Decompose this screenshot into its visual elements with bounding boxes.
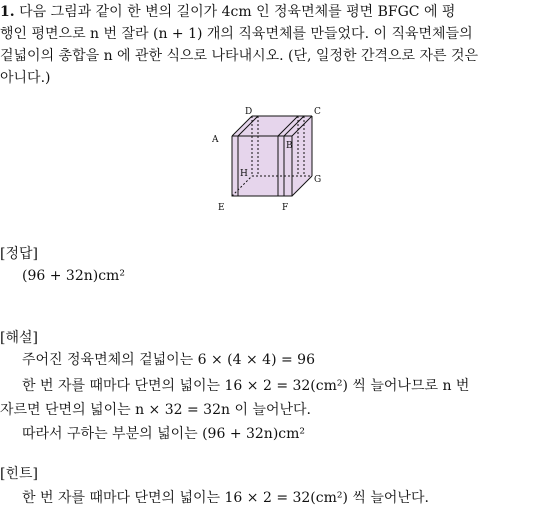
cube-figure xyxy=(212,104,324,216)
answer-expression: (96 + 32n)cm² xyxy=(22,268,125,284)
explanation-line-1: 주어진 정육면체의 겉넓이는 6 × (4 × 4) = 96 xyxy=(22,352,315,368)
problem-line-1 xyxy=(0,2,455,22)
label-a: A xyxy=(212,135,219,145)
problem-line-2: 행인 평면으로 n 번 잘라 (n + 1) 개의 직육면체를 만들었다. 이 직육면체들의 xyxy=(0,26,473,42)
label-b: B xyxy=(286,141,293,151)
hint-line-1: 한 번 자를 때마다 단면의 넓이는 16 × 2 = 32(cm²) 씩 늘어난다. xyxy=(22,490,429,506)
question-number: 1. xyxy=(0,4,15,20)
label-c: C xyxy=(314,107,321,117)
hint-header: [힌트] xyxy=(0,466,38,482)
explanation-header: [해설] xyxy=(0,330,38,346)
explanation-line-2: 한 번 자를 때마다 단면의 넓이는 16 × 2 = 32(cm²) 씩 늘어나므로 n 번 xyxy=(22,378,470,394)
answer-header: [정답] xyxy=(0,246,38,262)
explanation-line-3: 자르면 단면의 넓이는 n × 32 = 32n 이 늘어난다. xyxy=(0,402,311,418)
label-d: D xyxy=(245,107,253,117)
explanation-line-4: 따라서 구하는 부분의 넓이는 (96 + 32n)cm² xyxy=(22,426,306,442)
label-e: E xyxy=(218,203,225,213)
label-g: G xyxy=(314,175,322,185)
label-f: F xyxy=(282,203,289,213)
problem-text-1: 다음 그림과 같이 한 변의 길이가 4cm 인 정육면체를 평면 BFGC 에 평 xyxy=(19,4,456,20)
label-h: H xyxy=(240,169,248,179)
problem-line-3: 겉넓이의 총합을 n 에 관한 식으로 나타내시오. (단, 일정한 간격으로 자른 것은 xyxy=(0,48,479,64)
problem-line-4: 아니다.) xyxy=(0,70,51,86)
